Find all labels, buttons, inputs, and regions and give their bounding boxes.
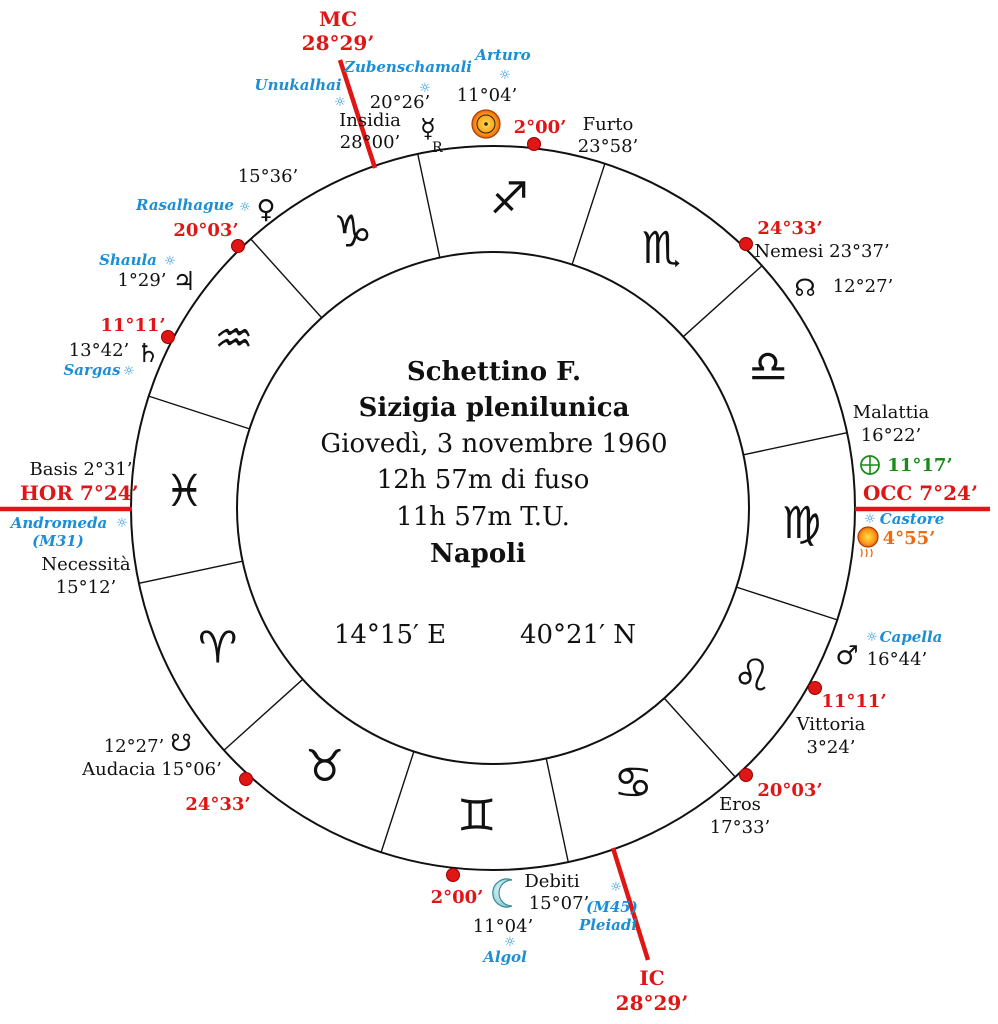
star-shaula-label: Shaula xyxy=(99,251,157,269)
zodiac-glyph: ♌ xyxy=(732,650,772,702)
necessita-label: Necessità xyxy=(41,554,131,575)
star-unukalhai-label: Unukalhai xyxy=(254,76,342,94)
local-time: 12h 57m di fuso xyxy=(376,465,590,495)
chart-subtitle: Sizigia plenilunica xyxy=(358,393,630,423)
zodiac-glyph: ♓ xyxy=(164,465,205,517)
star-icon: ☼ xyxy=(864,512,876,527)
vittoria-label: Vittoria xyxy=(796,714,866,735)
cusp-dot xyxy=(240,773,253,786)
bottom-points xyxy=(473,871,638,966)
mercury-icon: ☿ xyxy=(420,114,436,144)
nemesi-label: Nemesi 23°37’ xyxy=(754,241,890,262)
necessita-degree: 15°12’ xyxy=(55,577,117,598)
arturo-degree: 11°04’ xyxy=(456,85,518,106)
left-points xyxy=(9,459,133,598)
furto-degree: 23°58’ xyxy=(577,136,639,157)
cusp-dot xyxy=(740,769,753,782)
cusp-degree: 2°00’ xyxy=(513,117,567,138)
upper-points xyxy=(254,46,638,157)
jupiter-icon: ♃ xyxy=(172,267,196,297)
cusp-degree: 24°33’ xyxy=(757,218,823,239)
audacia-label: Audacia 15°06’ xyxy=(82,759,222,780)
longitude: 14°15′ E xyxy=(333,620,447,650)
insidia-degree: 28°00’ xyxy=(339,132,401,153)
eros-label: Eros xyxy=(719,794,761,815)
zodiac-glyph: ♍ xyxy=(781,498,822,550)
saturn-icon: ♄ xyxy=(136,339,160,369)
north-node-degree: 12°27’ xyxy=(832,276,894,297)
cusp-degree: 24°33’ xyxy=(185,794,251,815)
star-castore-label: Castore xyxy=(879,510,945,528)
zodiac-glyph: ♐ xyxy=(489,173,529,225)
cusp-dot xyxy=(740,238,753,251)
cusp-dot xyxy=(528,138,541,151)
mercury-retro: R xyxy=(432,140,443,156)
south-node-icon: ☋ xyxy=(170,729,192,757)
star-m45-label: (M45) xyxy=(586,898,638,916)
mars-degree: 16°44’ xyxy=(866,649,928,670)
ut-time: 11h 57m T.U. xyxy=(396,502,570,532)
debiti-label: Debiti xyxy=(524,871,580,892)
city-name: Napoli xyxy=(430,539,526,569)
asc-label: HOR 7°24’ xyxy=(20,481,139,505)
zodiac-glyph: ♒ xyxy=(214,313,254,365)
star-rasalhague-label: Rasalhague xyxy=(136,196,234,214)
north-node-icon: ☊ xyxy=(794,274,816,302)
star-icon: ☼ xyxy=(116,516,128,531)
moon-degree: 11°04’ xyxy=(472,916,534,937)
star-capella-label: Capella xyxy=(879,628,943,646)
mc-degree: 28°29’ xyxy=(301,31,375,55)
star-icon: ☼ xyxy=(164,254,176,269)
zodiac-glyph: ♋ xyxy=(613,757,654,809)
insidia-label: Insidia xyxy=(339,110,401,131)
part-of-fortune-degree: 11°17’ xyxy=(887,455,953,476)
malattia-degree: 16°22’ xyxy=(860,425,922,446)
cusp-degree: 20°03’ xyxy=(757,780,823,801)
zodiac-glyph: ♑ xyxy=(332,206,373,258)
sun-degree: 4°55’ xyxy=(882,528,936,549)
sun-leo-icon xyxy=(858,527,878,557)
latitude: 40°21′ N xyxy=(519,620,637,650)
desc-label: OCC 7°24’ xyxy=(863,481,978,505)
part-of-fortune-icon xyxy=(861,456,879,474)
right-points xyxy=(853,402,953,557)
star-m31-label: (M31) xyxy=(32,532,84,550)
star-arturo-label: Arturo xyxy=(475,46,531,64)
ic-label: IC xyxy=(639,966,665,990)
star-icon: ☼ xyxy=(239,200,251,215)
chart-date: Giovedì, 3 novembre 1960 xyxy=(320,429,668,459)
eros-degree: 17°33’ xyxy=(709,817,771,838)
mc-label: MC xyxy=(318,7,358,31)
venus-degree: 15°36’ xyxy=(237,166,299,187)
star-icon: ☼ xyxy=(499,68,511,83)
cusp-degree: 11°11’ xyxy=(821,691,887,712)
furto-label: Furto xyxy=(582,114,634,135)
ic-degree: 28°29’ xyxy=(615,991,689,1015)
star-pleiadi-label: Pleiadi xyxy=(578,916,638,934)
cusp-degree: 20°03’ xyxy=(173,220,239,241)
star-icon: ☼ xyxy=(123,364,135,379)
debiti-degree: 15°07’ xyxy=(528,893,590,914)
star-icon: ☼ xyxy=(504,935,516,950)
star-zubenschamali-label: Zubenschamali xyxy=(344,58,472,76)
jupiter-degree: 1°29’ xyxy=(117,270,167,291)
star-icon: ☼ xyxy=(610,880,622,895)
cusp-dot xyxy=(447,869,460,882)
cusp-dot xyxy=(232,240,245,253)
zodiac-glyph: ♏ xyxy=(641,222,682,274)
zodiac-glyph: ♈ xyxy=(197,622,238,674)
cusp-degree: 2°00’ xyxy=(430,887,484,908)
south-node-degree: 12°27’ xyxy=(103,736,165,757)
zodiac-glyph: ♉ xyxy=(304,741,345,793)
star-andromeda-label: Andromeda xyxy=(10,514,108,532)
saturn-degree: 13°42’ xyxy=(68,340,130,361)
sun-icon xyxy=(472,110,500,138)
mercury-degree: 20°26’ xyxy=(369,92,431,113)
star-icon: ☼ xyxy=(866,630,878,645)
venus-icon: ♀ xyxy=(256,195,276,225)
star-icon: ☼ xyxy=(334,95,346,110)
star-icon: ☼ xyxy=(419,81,431,96)
zodiac-glyph: ♎ xyxy=(748,341,789,393)
malattia-label: Malattia xyxy=(852,402,930,423)
basis-label: Basis 2°31’ xyxy=(29,459,133,480)
moon-icon xyxy=(493,879,512,907)
vittoria-degree: 3°24’ xyxy=(806,737,856,758)
mars-icon: ♂ xyxy=(835,641,859,671)
lower-left-points xyxy=(81,729,222,780)
star-algol-label: Algol xyxy=(483,948,527,966)
star-sargas-label: Sargas xyxy=(63,361,121,379)
zodiac-glyph: ♊ xyxy=(457,790,497,842)
cusp-dot xyxy=(809,682,822,695)
subject-name: Schettino F. xyxy=(406,357,582,387)
cusp-degree: 11°11’ xyxy=(100,315,166,336)
